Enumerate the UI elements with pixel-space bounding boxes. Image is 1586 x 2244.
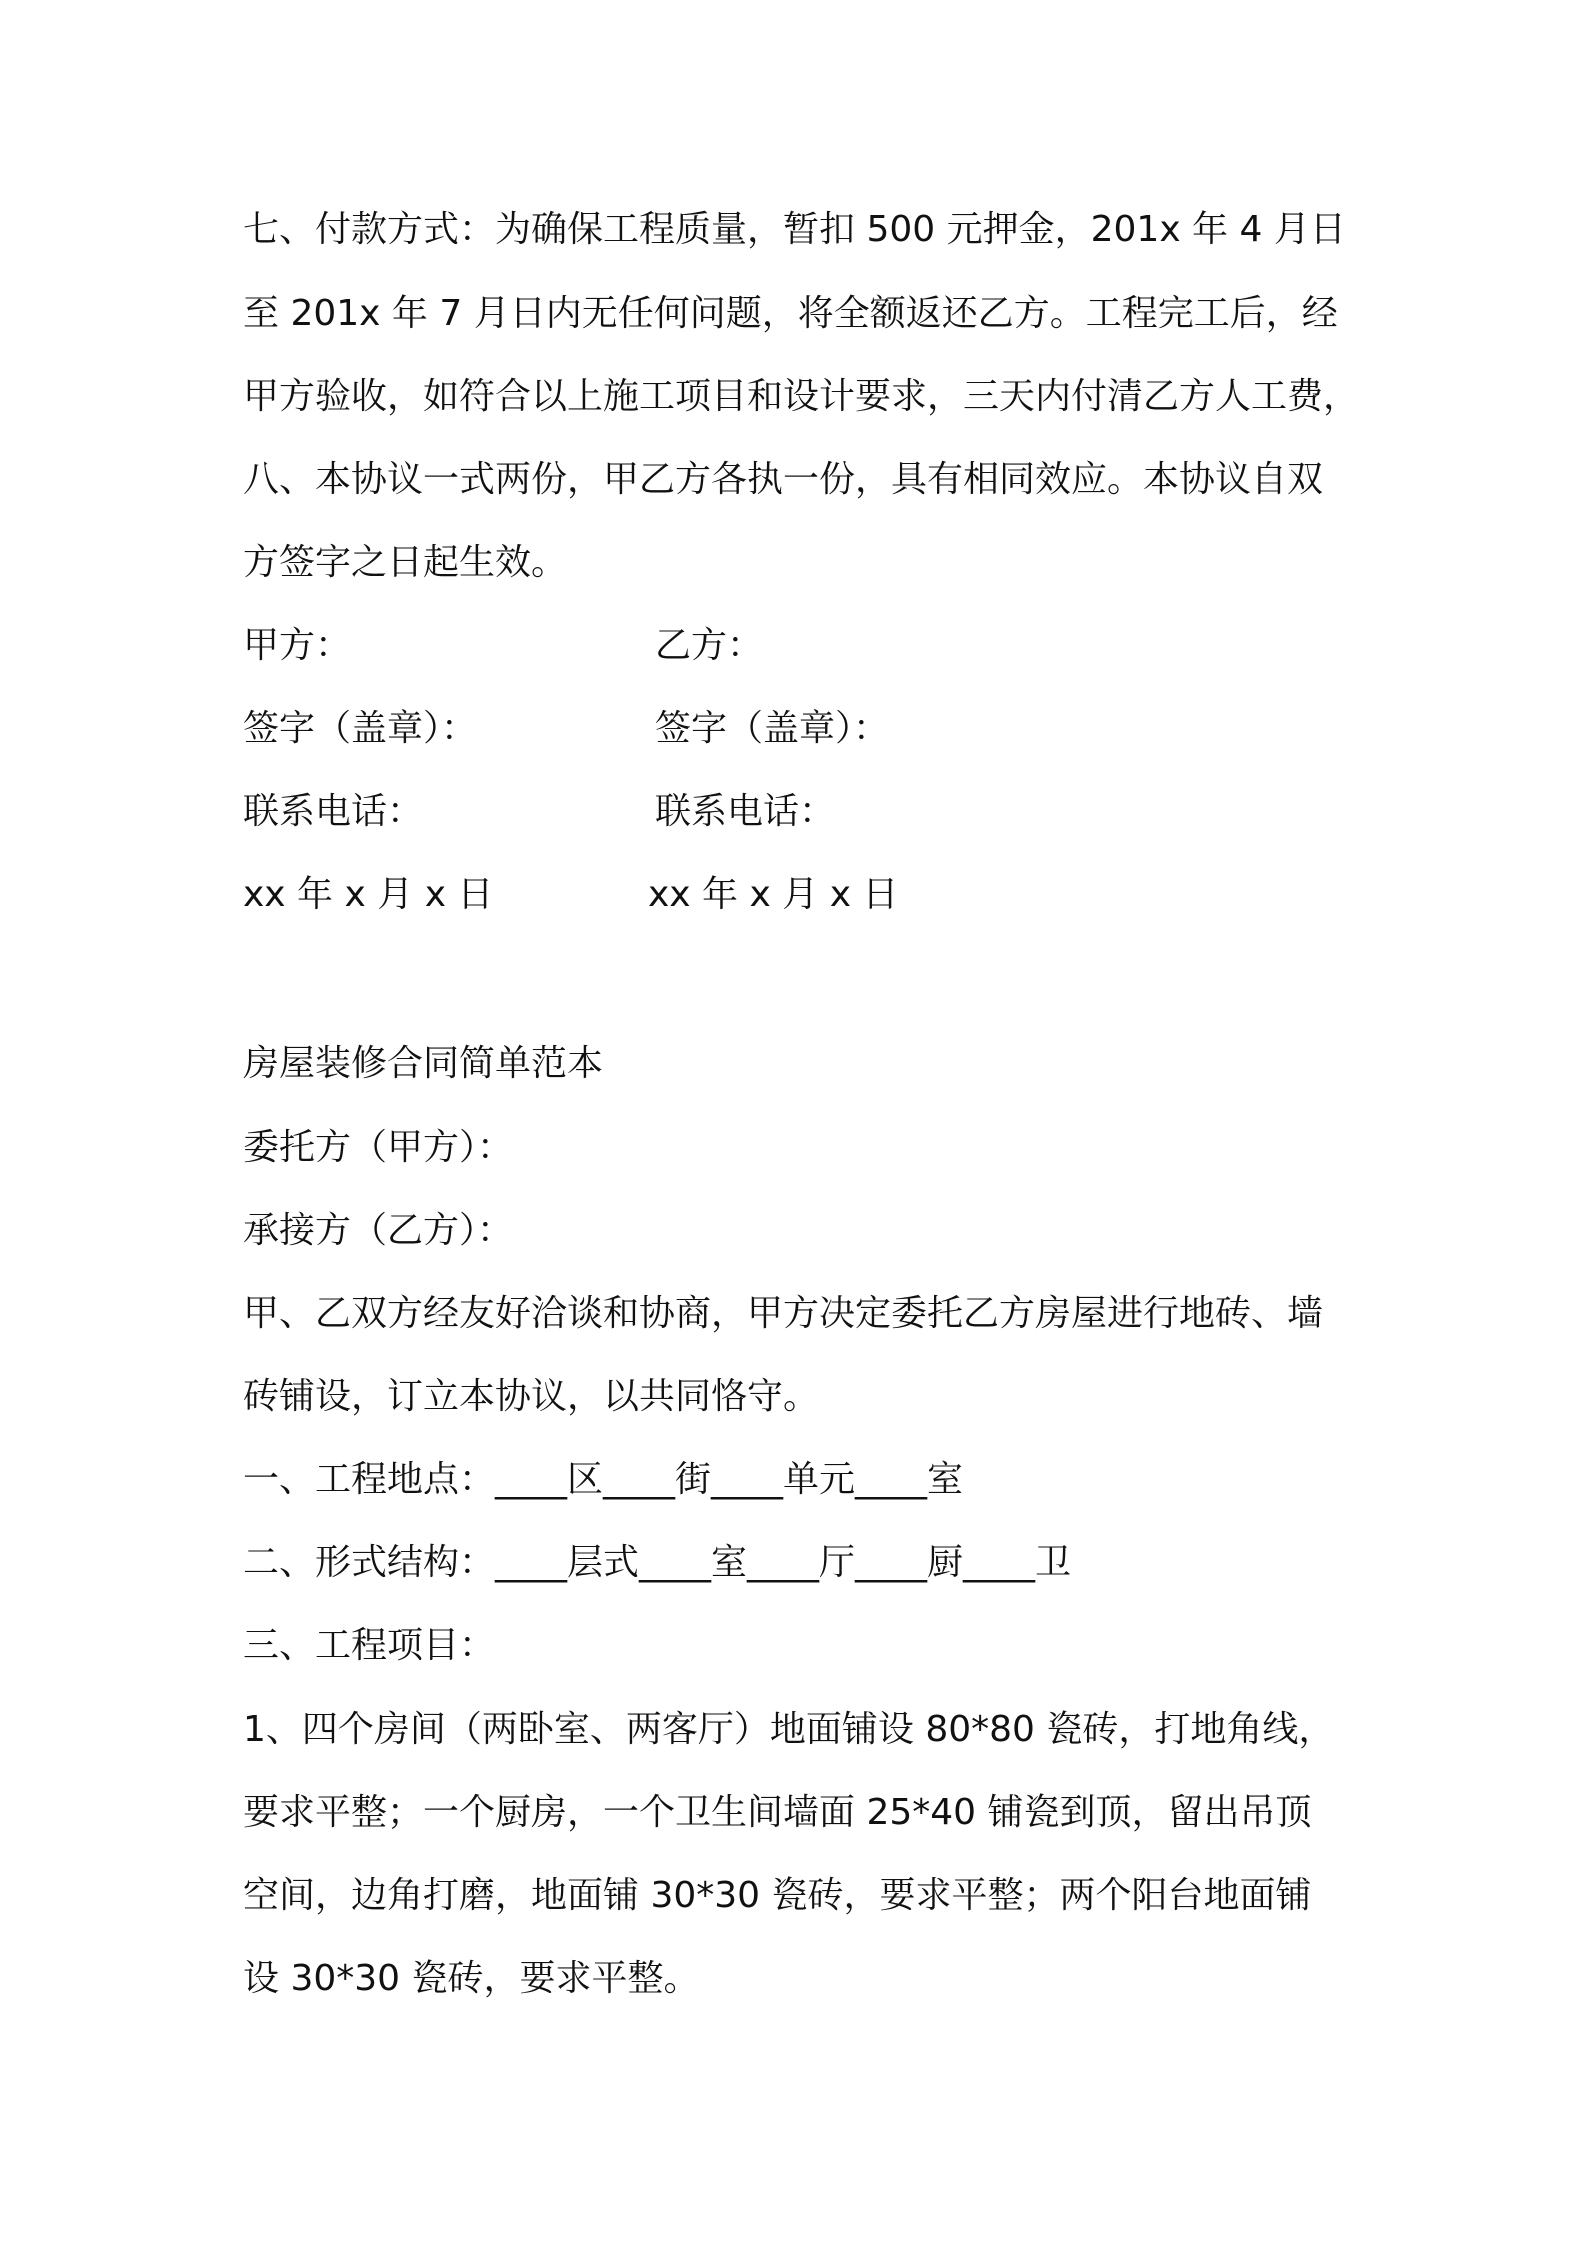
party-b-phone-label: 联系电话： xyxy=(655,791,836,832)
party-a-phone-label: 联系电话： xyxy=(243,791,424,832)
paragraph-line: 至 201x 年 7 月日内无任何问题，将全额返还乙方。工程完工后，经 xyxy=(243,293,1338,334)
project-location-line: 一、工程地点：____区____街____单元____室 xyxy=(243,1459,964,1500)
paragraph-line: 1、四个房间（两卧室、两客厅）地面铺设 80*80 瓷砖，打地角线， xyxy=(243,1709,1335,1750)
party-a-date: xx 年 x 月 x 日 xyxy=(243,874,494,915)
party-b-signature-label: 签字（盖章）： xyxy=(655,708,890,749)
contractor-label: 承接方（乙方）： xyxy=(243,1210,514,1251)
paragraph-line: 七、付款方式：为确保工程质量，暂扣 500 元押金，201x 年 4 月日 xyxy=(243,209,1346,250)
paragraph-line: 甲方验收，如符合以上施工项目和设计要求，三天内付清乙方人工费， xyxy=(243,376,1360,417)
client-label: 委托方（甲方）： xyxy=(243,1127,514,1168)
party-b-label: 乙方： xyxy=(655,625,764,666)
paragraph-line: 要求平整；一个厨房，一个卫生间墙面 25*40 铺瓷到顶，留出吊顶 xyxy=(243,1792,1312,1833)
party-b-date: xx 年 x 月 x 日 xyxy=(648,874,899,915)
paragraph-line: 八、本协议一式两份，甲乙方各执一份，具有相同效应。本协议自双 xyxy=(243,459,1324,500)
party-a-signature-label: 签字（盖章）： xyxy=(243,708,478,749)
paragraph-line: 方签字之日起生效。 xyxy=(243,542,568,583)
project-items-heading: 三、工程项目： xyxy=(243,1625,496,1666)
paragraph-line: 甲、乙双方经友好洽谈和协商，甲方决定委托乙方房屋进行地砖、墙 xyxy=(243,1293,1324,1334)
paragraph-line: 砖铺设，订立本协议，以共同恪守。 xyxy=(243,1376,820,1417)
contract-title: 房屋装修合同简单范本 xyxy=(243,1043,604,1084)
paragraph-line: 设 30*30 瓷砖，要求平整。 xyxy=(243,1958,700,1999)
party-a-label: 甲方： xyxy=(243,625,352,666)
structure-line: 二、形式结构：____层式____室____厅____厨____卫 xyxy=(243,1542,1072,1583)
paragraph-line: 空间，边角打磨，地面铺 30*30 瓷砖，要求平整；两个阳台地面铺 xyxy=(243,1875,1312,1916)
